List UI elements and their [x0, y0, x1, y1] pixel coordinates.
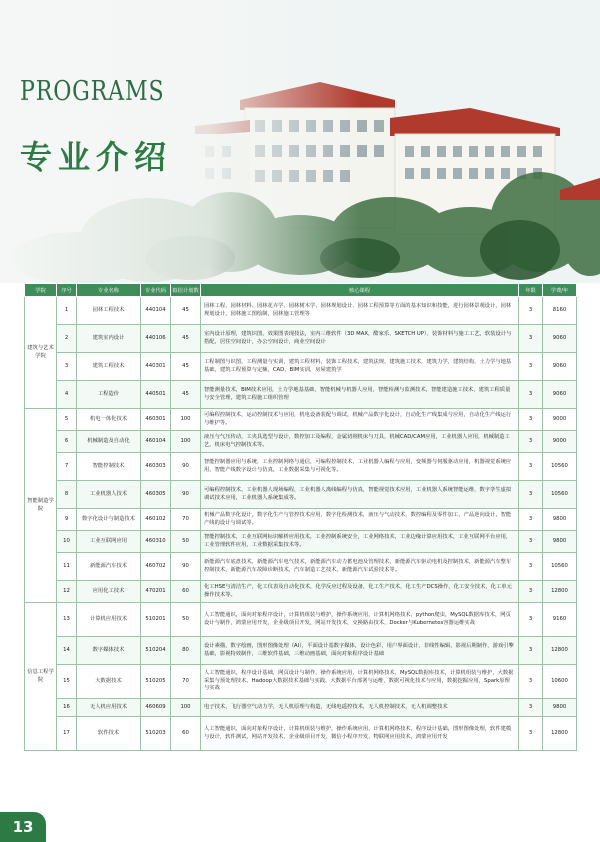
college-cell: 信息工程学院 — [25, 603, 57, 751]
enrollment-plan-cell: 50 — [171, 531, 201, 553]
program-name-cell: 工业机器人技术 — [77, 481, 141, 509]
program-code-cell: 460303 — [141, 453, 171, 481]
tuition-cell: 9000 — [543, 431, 577, 453]
row-number-cell: 8 — [57, 481, 77, 509]
program-name-cell: 建筑工程技术 — [77, 353, 141, 381]
core-courses-cell: 电子技术，飞行器空气动力学，无人机原理与构造，无线电遥控技术，无人机控制技术，无人机调整技术 — [201, 699, 519, 717]
core-courses-cell: 智能控制器应用与系统，工业控制网络与通信，可编程控制技术，工业机器人编程与应用，变频器与伺服驱动应用，机器视觉系统应用，智能产线数字设计与仿真，工业数据采集与可视化等。 — [201, 453, 519, 481]
program-code-cell: 440501 — [141, 381, 171, 409]
tuition-cell: 12800 — [543, 717, 577, 751]
tuition-cell: 8160 — [543, 297, 577, 325]
row-number-cell: 13 — [57, 603, 77, 637]
tuition-cell: 10560 — [543, 553, 577, 581]
table-row — [25, 453, 577, 481]
core-courses-cell: 智能测量技术，BIM技术应用，土力学地基基础，智能机械与机器人应用，智能检测与监测技术，智能建造施工技术，建筑工程质量与安全管理，建筑工程施工组织管理 — [201, 381, 519, 409]
hero-banner — [0, 0, 600, 283]
header-college: 学院 — [25, 284, 57, 297]
core-courses-cell: 新能源汽车底盘技术，新能源汽车电气技术，新能源汽车动力蓄电池及管理技术，新能源汽车驱动电机及控制技术，新能源汽车整车控制技术，新能源汽车故障诊断技术，汽车制造工艺技术，新能源汽车试验技术等。 — [201, 553, 519, 581]
tuition-cell: 9800 — [543, 531, 577, 553]
tuition-cell: 12800 — [543, 581, 577, 603]
enrollment-plan-cell: 50 — [171, 603, 201, 637]
table-row — [25, 665, 577, 699]
table-row — [25, 531, 577, 553]
years-cell: 3 — [519, 553, 543, 581]
enrollment-plan-cell: 80 — [171, 637, 201, 665]
table-row — [25, 353, 577, 381]
years-cell: 3 — [519, 531, 543, 553]
table-row — [25, 637, 577, 665]
enrollment-plan-cell: 70 — [171, 665, 201, 699]
program-name-cell: 数字媒体技术 — [77, 637, 141, 665]
program-name-cell: 大数据技术 — [77, 665, 141, 699]
core-courses-cell: 机械产品数字化设计，数字化生产与管控技术应用，数字化检测技术，液压与气动技术，数控编程及零件加工，产品逆向设计，智能产线的设计与调试等。 — [201, 509, 519, 531]
program-code-cell: 460301 — [141, 409, 171, 431]
years-cell: 3 — [519, 637, 543, 665]
program-name-cell: 新能源汽车技术 — [77, 553, 141, 581]
core-courses-cell: 化工HSE与清洁生产，化工仪表及自动化技术，化学反应过程及设备，化工生产技术，化工生产DCS操作，化工安全技术，化工单元操作技术等。 — [201, 581, 519, 603]
program-code-cell: 510203 — [141, 717, 171, 751]
table-row — [25, 431, 577, 453]
program-code-cell: 460702 — [141, 553, 171, 581]
table-row — [25, 699, 577, 717]
row-number-cell: 14 — [57, 637, 77, 665]
page-title-english: PROGRAMS — [20, 76, 165, 107]
header-years: 年限 — [519, 284, 543, 297]
tuition-cell: 9060 — [543, 381, 577, 409]
row-number-cell: 1 — [57, 297, 77, 325]
years-cell: 3 — [519, 717, 543, 751]
enrollment-plan-cell: 90 — [171, 553, 201, 581]
enrollment-plan-cell: 90 — [171, 453, 201, 481]
tuition-cell: 10560 — [543, 481, 577, 509]
core-courses-cell: 室内设计原理，建筑识图，效果图表现技法，室内三维软件（3D MAX，酷家乐、SKETCH UP）、装饰材料与施工工艺，软装设计与搭配，居住空间设计，办公空间设计，商业空间设计 — [201, 325, 519, 353]
years-cell: 3 — [519, 409, 543, 431]
program-code-cell: 440104 — [141, 297, 171, 325]
enrollment-plan-cell: 100 — [171, 409, 201, 431]
tuition-cell: 10600 — [543, 665, 577, 699]
table-row — [25, 325, 577, 353]
table-row — [25, 717, 577, 751]
row-number-cell: 15 — [57, 665, 77, 699]
program-code-cell: 460104 — [141, 431, 171, 453]
row-number-cell: 6 — [57, 431, 77, 453]
row-number-cell: 4 — [57, 381, 77, 409]
college-cell: 智能制造学院 — [25, 409, 57, 603]
program-code-cell: 510204 — [141, 637, 171, 665]
table-row — [25, 581, 577, 603]
row-number-cell: 11 — [57, 553, 77, 581]
row-number-cell: 2 — [57, 325, 77, 353]
header-core-courses: 核心课程 — [201, 284, 519, 297]
program-name-cell: 工程造价 — [77, 381, 141, 409]
row-number-cell: 3 — [57, 353, 77, 381]
core-courses-cell: 设计素描，数字绘画，图形图像处理（AI），平面设计基数字媒体，设计色彩，用户界面设计，非线性编辑，影视后期制作，游戏引擎基础，影视特效制作，三维软件基础，三维动画基础，面向对象程序设计基础 — [201, 637, 519, 665]
core-courses-cell: 可编程控制技术，工业机器人现场编程，工业机器人离线编程与仿真，智能视觉技术应用，工业机器人系统智能运维，数字孪生虚拟调试技术应用，工业机器人系统集成等。 — [201, 481, 519, 509]
program-code-cell: 460310 — [141, 531, 171, 553]
enrollment-plan-cell: 60 — [171, 717, 201, 751]
years-cell: 3 — [519, 453, 543, 481]
row-number-cell: 9 — [57, 509, 77, 531]
years-cell: 3 — [519, 431, 543, 453]
program-name-cell: 工业互联网应用 — [77, 531, 141, 553]
program-code-cell: 510201 — [141, 603, 171, 637]
row-number-cell: 7 — [57, 453, 77, 481]
program-name-cell: 建筑室内设计 — [77, 325, 141, 353]
tuition-cell: 9800 — [543, 699, 577, 717]
program-code-cell: 510205 — [141, 665, 171, 699]
enrollment-plan-cell: 45 — [171, 325, 201, 353]
core-courses-cell: 智能控制技术，工业互联网标识解析应用技术，工业控制系统安全，工业网络技术，工业边缘计算应用技术，工业互联网平台应用，工业管理软件应用，工业数据采集技术等。 — [201, 531, 519, 553]
header-program-code: 专业代码 — [141, 284, 171, 297]
table-header-row — [25, 284, 577, 297]
years-cell: 3 — [519, 699, 543, 717]
table-body — [25, 297, 577, 751]
enrollment-plan-cell: 70 — [171, 509, 201, 531]
program-name-cell: 智能控制技术 — [77, 453, 141, 481]
header-program-name: 专业名称 — [77, 284, 141, 297]
header-enrollment-plan: 拟招计划数 — [171, 284, 201, 297]
row-number-cell: 12 — [57, 581, 77, 603]
years-cell: 3 — [519, 325, 543, 353]
row-number-cell: 10 — [57, 531, 77, 553]
program-code-cell: 460305 — [141, 481, 171, 509]
tuition-cell: 9000 — [543, 409, 577, 431]
table-row — [25, 603, 577, 637]
enrollment-plan-cell: 100 — [171, 431, 201, 453]
program-name-cell: 计算机应用技术 — [77, 603, 141, 637]
program-code-cell: 460102 — [141, 509, 171, 531]
enrollment-plan-cell: 45 — [171, 353, 201, 381]
years-cell: 3 — [519, 581, 543, 603]
core-courses-cell: 工程制图与识图，工程测量与实训，建筑工程材料，装饰工程技术，建筑法规，建筑施工技术，建筑力学，建筑结构，土力学与地基基础，建筑工程预算与定额，CAD，BIM实训，房屋建筑学 — [201, 353, 519, 381]
core-courses-cell: 可编程控制技术，运动控制技术与应用，机电设备装配与调试，机械产品数字化设计，自动化生产线集成与应用，自动化生产线运行与维护等。 — [201, 409, 519, 431]
program-code-cell: 460609 — [141, 699, 171, 717]
program-code-cell: 440106 — [141, 325, 171, 353]
program-code-cell: 440301 — [141, 353, 171, 381]
years-cell: 3 — [519, 381, 543, 409]
enrollment-plan-cell: 45 — [171, 381, 201, 409]
core-courses-cell: 人工智能通识，程序设计基础，网页设计与制作，操作系统应用，计算机网络技术，MySQL数据库技术，计算机组装与维护，大数据采集与预处理技术，Hadoop大数据技术基础与实践，大数据平台部署与运维，数据可视化技术与应用，数据挖掘应用，Spark原理与实战 — [201, 665, 519, 699]
program-name-cell: 软件技术 — [77, 717, 141, 751]
years-cell: 3 — [519, 509, 543, 531]
row-number-cell: 5 — [57, 409, 77, 431]
program-code-cell: 470201 — [141, 581, 171, 603]
row-number-cell: 17 — [57, 717, 77, 751]
row-number-cell: 16 — [57, 699, 77, 717]
table-row — [25, 481, 577, 509]
table-row — [25, 509, 577, 531]
enrollment-plan-cell: 100 — [171, 699, 201, 717]
program-name-cell: 无人机应用技术 — [77, 699, 141, 717]
years-cell: 3 — [519, 665, 543, 699]
table-row — [25, 297, 577, 325]
program-name-cell: 园林工程技术 — [77, 297, 141, 325]
page-title-chinese: 专业介绍 — [20, 138, 173, 176]
college-cell: 建筑与艺术学院 — [25, 297, 57, 409]
program-name-cell: 应用化工技术 — [77, 581, 141, 603]
years-cell: 3 — [519, 603, 543, 637]
enrollment-plan-cell: 60 — [171, 581, 201, 603]
enrollment-plan-cell: 90 — [171, 481, 201, 509]
table-row — [25, 381, 577, 409]
years-cell: 3 — [519, 297, 543, 325]
page-number: 13 — [12, 818, 34, 836]
header-tuition: 学费/年 — [543, 284, 577, 297]
table-row — [25, 409, 577, 431]
core-courses-cell: 人工智能通识，面向对象程序设计，计算机组装与维护，操作系统应用，计算机网络技术，程序设计基础，图形图像处理，软件建模与设计，软件测试，网站开发技术，企业级项目开发，微信小程序开发，物联网应用技术，鸿蒙应用开发 — [201, 717, 519, 751]
tuition-cell: 9060 — [543, 325, 577, 353]
core-courses-cell: 人工智能通识，面向对象程序设计，计算机组装与维护，操作系统应用，计算机网络技术，python爬虫，MySQL数据库技术，网页设计与制作，鸿蒙应用开发，企业级项目开发，网站开发技术，交换路由技术，Docker与Kubernetes容器运维实战 — [201, 603, 519, 637]
program-name-cell: 数字化设计与制造技术 — [77, 509, 141, 531]
core-courses-cell: 液压与气压传动，工夹具选型与设计，数控加工及编程，金属切削机床与刀具，机械CAD/CAM应用，工业机器人应用，机械制造工艺，机床电气控制技术等。 — [201, 431, 519, 453]
tuition-cell: 12800 — [543, 637, 577, 665]
core-courses-cell: 园林工程、园林材料、园林花卉学、园林树木学、园林规划设计、园林工程预算等方面的基本知识和技能，进行园林景观设计，园林规划设计，园林施工图绘制，园林施工管理等 — [201, 297, 519, 325]
program-name-cell: 机电一体化技术 — [77, 409, 141, 431]
programs-table — [24, 283, 577, 751]
years-cell: 3 — [519, 481, 543, 509]
header-number: 序号 — [57, 284, 77, 297]
table-row — [25, 553, 577, 581]
tuition-cell: 9160 — [543, 603, 577, 637]
tuition-cell: 10560 — [543, 453, 577, 481]
tuition-cell: 9800 — [543, 509, 577, 531]
tuition-cell: 9060 — [543, 353, 577, 381]
years-cell: 3 — [519, 353, 543, 381]
program-name-cell: 机械制造及自动化 — [77, 431, 141, 453]
enrollment-plan-cell: 45 — [171, 297, 201, 325]
